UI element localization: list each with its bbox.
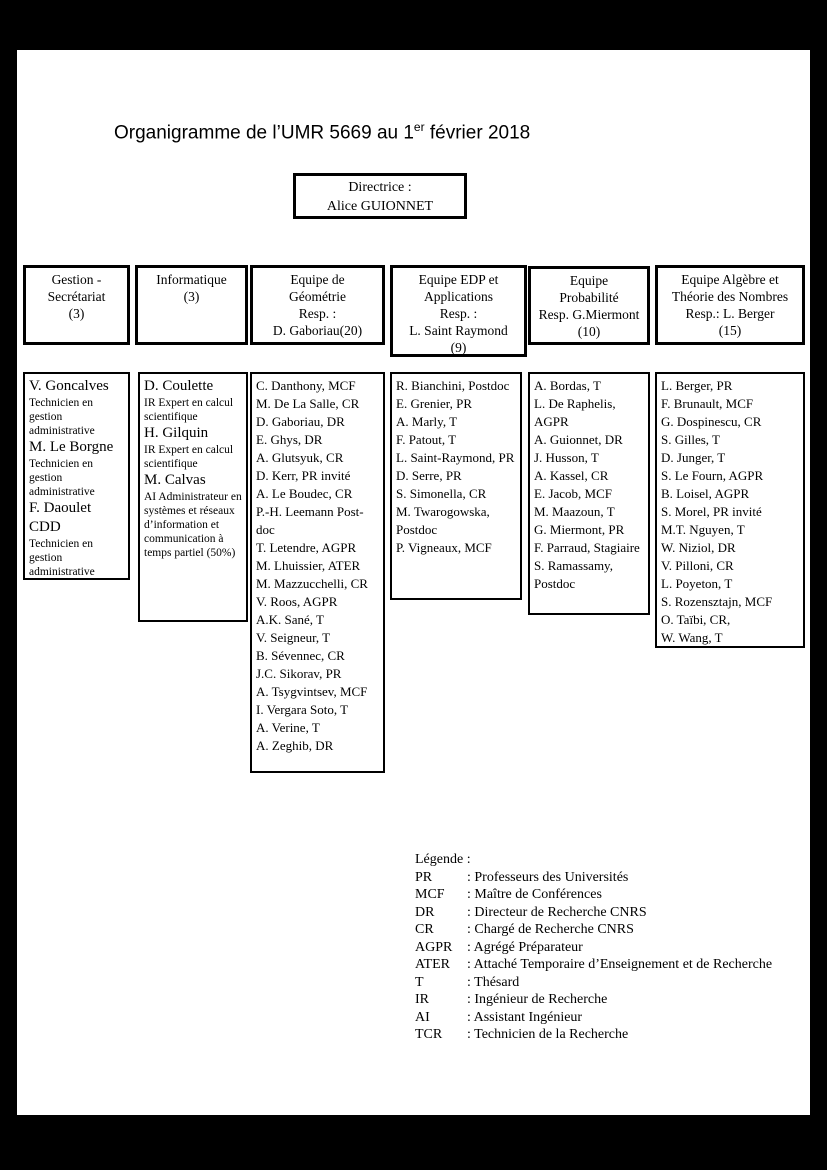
director-name: Alice GUIONNET: [326, 199, 434, 214]
team-header-informatique: [135, 265, 248, 345]
legend-desc: : Chargé de Recherche CNRS: [467, 922, 634, 937]
team-header-algebre-theorie-nombres: [655, 265, 805, 345]
team-header-line: Informatique: [156, 272, 227, 287]
member-name: V. Seigneur, T: [256, 630, 331, 645]
team-header-gestion-secretariat: [23, 265, 130, 345]
member-name: M. Le Borgne: [29, 439, 114, 455]
legend-desc: : Directeur de Recherche CNRS: [467, 904, 647, 920]
member-name: W. Wang, T: [661, 630, 723, 645]
member-name: A. Zeghib, DR: [256, 738, 334, 753]
member-name: W. Niziol, DR: [661, 540, 736, 555]
member-name: B. Sévennec, CR: [256, 648, 345, 663]
member-name: H. Gilquin: [144, 425, 209, 441]
page-title-superscript: er: [413, 120, 425, 134]
legend-entries: [415, 869, 772, 1044]
legend-desc: : Assistant Ingénieur: [467, 1009, 583, 1025]
member-name: E. Ghys, DR: [256, 432, 323, 447]
member-name: V. Roos, AGPR: [256, 594, 338, 609]
team-header-line: D. Gaboriau(20): [272, 323, 363, 338]
team-members-algebre-theorie-nombres: [655, 372, 805, 648]
team-header-probabilite: [528, 266, 650, 345]
legend-desc: : Professeurs des Universités: [467, 869, 629, 885]
member-name: M. Maazoun, T: [534, 504, 615, 519]
member-role: IR Expert en calcul scientifique: [144, 397, 234, 423]
legend-abbr: AI: [415, 1009, 430, 1025]
member-name: G. Dospinescu, CR: [661, 414, 762, 429]
team-header-line: Resp.: L. Berger: [685, 306, 775, 321]
member-name: S. Gilles, T: [661, 432, 720, 447]
team-header-geometrie: [250, 265, 385, 345]
page-title-prefix: Organigramme de l’UMR 5669 au 1: [114, 122, 414, 144]
team-header-line: L. Saint Raymond: [409, 323, 508, 338]
member-name: D. Coulette: [144, 378, 214, 394]
legend-entry: [415, 1009, 772, 1027]
team-header-line: Equipe: [569, 273, 609, 288]
legend-abbr: DR: [415, 904, 435, 920]
legend-entry: [415, 886, 772, 904]
team-header-line: (3): [183, 289, 200, 304]
member-name: D. Kerr, PR invité: [256, 468, 351, 483]
legend: [415, 851, 772, 1044]
member-name: C. Danthony, MCF: [256, 378, 356, 393]
team-header-line: Géométrie: [289, 289, 346, 304]
team-members-probabilite: [528, 372, 650, 615]
member-name: A. Le Boudec, CR: [256, 486, 353, 501]
legend-desc: : Thésard: [467, 974, 520, 990]
member-name: S. Rozensztajn, MCF: [661, 594, 773, 609]
member-name: V. Pilloni, CR: [661, 558, 734, 573]
team-header-line: Applications: [424, 289, 493, 304]
member-name: J.C. Sikorav, PR: [256, 666, 342, 681]
member-name: J. Husson, T: [534, 450, 599, 465]
team-header-line: Resp. :: [298, 306, 337, 321]
legend-entry: [415, 921, 772, 939]
legend-entry: [415, 956, 772, 974]
legend-title: Légende :: [415, 852, 471, 867]
member-name: M. Mazzucchelli, CR: [256, 576, 368, 591]
legend-desc: : Agrégé Préparateur: [467, 939, 583, 955]
member-name: A. Kassel, CR: [534, 468, 609, 483]
member-name: D. Junger, T: [661, 450, 726, 465]
member-name: R. Bianchini, Postdoc: [396, 378, 510, 393]
legend-entry: [415, 1026, 772, 1044]
legend-desc: : Maître de Conférences: [467, 887, 602, 902]
member-name: L. Berger, PR: [661, 378, 733, 393]
member-name: T. Letendre, AGPR: [256, 540, 357, 555]
member-name: D. Gaboriau, DR: [256, 414, 345, 429]
member-name: V. Goncalves: [29, 378, 109, 394]
member-name: A. Verine, T: [256, 720, 320, 735]
team-members-geometrie: [250, 372, 385, 773]
member-name: O. Taïbi, CR,: [661, 612, 731, 627]
legend-abbr: IR: [415, 992, 429, 1007]
member-name: S. Ramassamy, Postdoc: [534, 558, 613, 591]
member-name: P. Vigneaux, MCF: [396, 540, 492, 555]
team-members-informatique: [138, 372, 248, 622]
legend-abbr: ATER: [415, 957, 450, 972]
member-name: E. Jacob, MCF: [534, 486, 612, 501]
member-name: L. De Raphelis, AGPR: [534, 396, 616, 429]
team-header-line: Resp. :: [439, 306, 478, 321]
page-title: [114, 120, 530, 144]
member-name: G. Miermont, PR: [534, 522, 625, 537]
member-name: L. Saint-Raymond, PR: [396, 450, 515, 465]
member-name: S. Simonella, CR: [396, 486, 487, 501]
member-name: A.K. Sané, T: [256, 612, 325, 627]
member-name: M. De La Salle, CR: [256, 396, 360, 411]
member-name: F. Daoulet CDD: [29, 500, 92, 535]
team-header-edp-applications: [390, 265, 527, 357]
team-header-line: Equipe EDP et: [418, 272, 499, 287]
director-box: [293, 173, 467, 219]
member-name: L. Poyeton, T: [661, 576, 733, 591]
member-role: Technicien en gestion administrative: [29, 538, 95, 578]
legend-abbr: TCR: [415, 1027, 443, 1042]
member-name: P.-H. Leemann Post-doc: [256, 504, 364, 537]
legend-desc: : Attaché Temporaire d’Enseignement et de Recherche: [467, 957, 773, 972]
team-header-line: Equipe de: [290, 272, 345, 287]
team-header-line: Théorie des Nombres: [671, 289, 789, 304]
legend-entry: [415, 991, 772, 1009]
legend-entry: [415, 904, 772, 922]
team-header-line: (10): [577, 324, 601, 339]
member-role: IR Expert en calcul scientifique: [144, 444, 234, 470]
member-name: A. Tsygvintsev, MCF: [256, 684, 368, 699]
team-header-line: Secrétariat: [47, 289, 106, 304]
team-header-line: (15): [718, 323, 742, 338]
member-role: Technicien en gestion administrative: [29, 397, 95, 437]
team-members-gestion-secretariat: [23, 372, 130, 580]
legend-abbr: MCF: [415, 887, 445, 902]
member-name: D. Serre, PR: [396, 468, 462, 483]
page-title-suffix: février 2018: [424, 122, 531, 144]
member-name: I. Vergara Soto, T: [256, 702, 349, 717]
member-name: M. Twarogowska, Postdoc: [396, 504, 490, 537]
member-role: AI Administrateur en systèmes et réseaux d’information et communication à temps partiel (50%): [144, 491, 242, 559]
member-name: A. Guionnet, DR: [534, 432, 623, 447]
team-header-line: Equipe Algèbre et: [681, 272, 779, 287]
member-name: S. Morel, PR invité: [661, 504, 762, 519]
team-header-line: Gestion -: [51, 272, 102, 287]
team-members-edp-applications: [390, 372, 522, 600]
director-label: Directrice :: [348, 180, 412, 195]
legend-entry: [415, 869, 772, 887]
member-name: F. Brunault, MCF: [661, 396, 754, 411]
team-header-line: Resp. G.Miermont: [538, 307, 640, 322]
team-header-line: (3): [68, 306, 85, 321]
document-page: [17, 50, 810, 1115]
member-name: S. Le Fourn, AGPR: [661, 468, 764, 483]
legend-entry: [415, 939, 772, 957]
legend-abbr: AGPR: [415, 939, 453, 955]
member-name: F. Parraud, Stagiaire: [534, 540, 640, 555]
team-header-line: Probabilité: [559, 290, 619, 305]
member-name: A. Marly, T: [396, 414, 458, 429]
member-name: B. Loisel, AGPR: [661, 486, 750, 501]
legend-abbr: PR: [415, 869, 433, 885]
member-role: Technicien en gestion administrative: [29, 458, 95, 498]
member-name: M. Lhuissier, ATER: [256, 558, 361, 573]
member-name: M.T. Nguyen, T: [661, 522, 745, 537]
legend-entry: [415, 974, 772, 992]
legend-abbr: T: [415, 974, 424, 990]
member-name: E. Grenier, PR: [396, 396, 473, 411]
team-header-line: (9): [450, 340, 467, 355]
member-name: A. Bordas, T: [534, 378, 601, 393]
member-name: A. Glutsyuk, CR: [256, 450, 344, 465]
legend-desc: : Technicien de la Recherche: [467, 1027, 629, 1042]
legend-abbr: CR: [415, 922, 434, 937]
legend-desc: : Ingénieur de Recherche: [467, 992, 608, 1007]
member-name: M. Calvas: [144, 472, 206, 488]
member-name: F. Patout, T: [396, 432, 457, 447]
